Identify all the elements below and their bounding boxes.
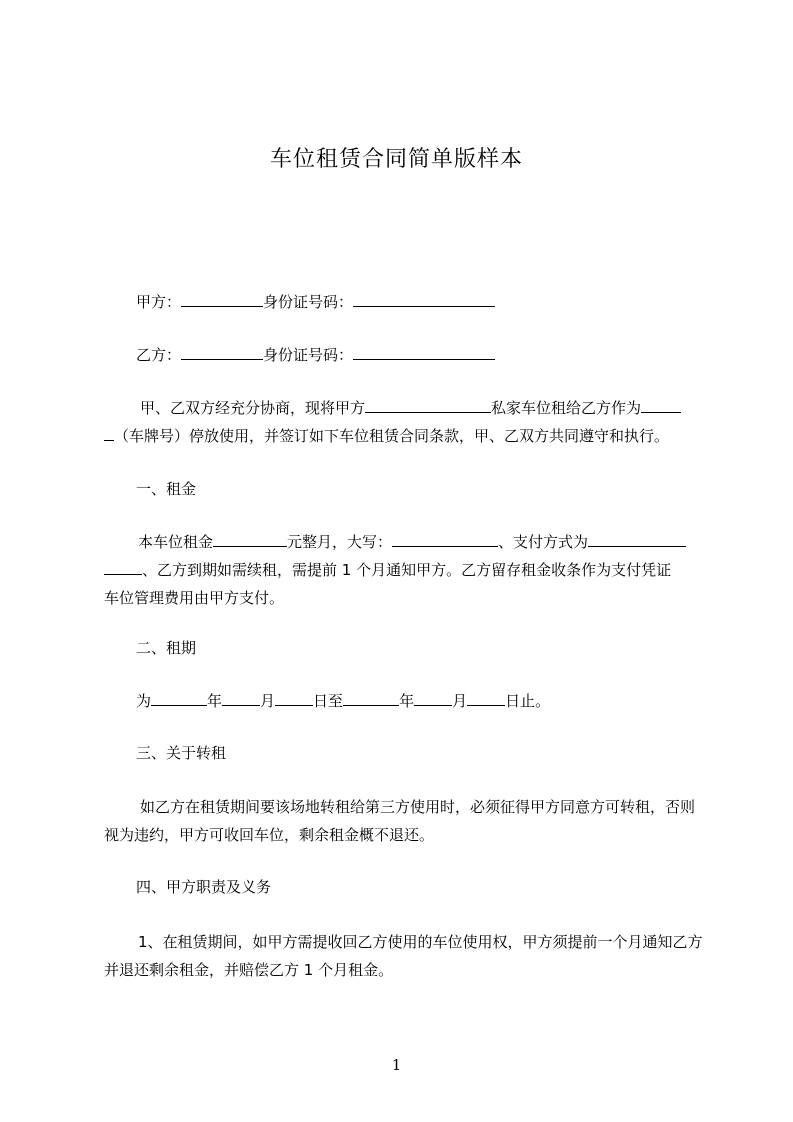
payment-method-blank-b[interactable] [104,559,142,575]
term-day-end: 日止。 [505,692,551,710]
payment-method-blank-a[interactable] [588,531,686,547]
page-title: 车位租赁合同简单版样本 [269,147,523,172]
party-b-id-label: 身份证号码： [263,346,354,364]
rent-text-1: 本车位租金 [138,533,214,551]
rent-text-2: 元整月，大写： [287,533,393,551]
rent-uppercase-blank[interactable] [392,531,498,547]
party-b-line [136,344,495,365]
party-a-id-label: 身份证号码： [263,293,354,311]
term-prefix: 为 [136,692,152,710]
party-b-name-blank[interactable] [181,344,263,360]
section-3-heading: 三、关于转租 [136,744,227,762]
section-4-paragraph [104,928,704,984]
section-4-heading: 四、甲方职责及义务 [136,878,272,896]
party-a-label: 甲方： [136,293,182,311]
term-year-1: 年 [207,692,223,710]
intro-plate-blank-a[interactable] [641,397,681,413]
term-year-2: 年 [399,692,415,710]
intro-text-1: 甲、乙双方经充分协商，现将甲方 [140,399,366,417]
start-year-blank[interactable] [151,690,207,706]
section-1-heading: 一、租金 [136,480,197,498]
intro-parking-blank[interactable] [365,397,491,413]
start-day-blank[interactable] [275,690,313,706]
sublease-text: 如乙方在租赁期间要该场地转租给第三方使用时，必须征得甲方同意方可转租，否则视为违约，甲方可收回车位，剩余租金概不退还。 [104,798,696,844]
lease-term-line [136,690,550,711]
intro-text-2: 私家车位租给乙方作为 [491,399,642,417]
party-a-name-blank[interactable] [181,291,263,307]
rent-text-3: 、支付方式为 [498,533,589,551]
term-month-2: 月 [452,692,468,710]
party-a-id-blank[interactable] [353,291,495,307]
duty-item-1: 1、在租赁期间，如甲方需提收回乙方使用的车位使用权，甲方须提前一个月通知乙方并退还剩余租金，并赔偿乙方 1 个月租金。 [104,933,703,979]
party-b-label: 乙方： [136,346,182,364]
end-day-blank[interactable] [467,690,505,706]
intro-plate-blank-b[interactable] [104,425,114,441]
intro-text-3: （车牌号）停放使用，并签订如下车位租赁合同条款，甲、乙双方共同遵守和执行。 [114,427,670,445]
rent-text-5: 车位管理费用由甲方支付。 [104,589,285,607]
start-month-blank[interactable] [222,690,260,706]
page-number: 1 [391,1056,402,1074]
end-month-blank[interactable] [414,690,452,706]
term-day-to: 日至 [313,692,344,710]
rent-amount-blank[interactable] [213,531,287,547]
intro-paragraph [104,394,704,450]
rent-text-4: 、乙方到期如需续租，需提前 1 个月通知甲方。乙方留存租金收条作为支付凭证 [142,561,672,579]
party-b-id-blank[interactable] [353,344,495,360]
term-month-1: 月 [260,692,276,710]
section-2-heading: 二、租期 [136,639,197,657]
end-year-blank[interactable] [343,690,399,706]
party-a-line [136,291,495,312]
section-1-paragraph [104,528,704,612]
section-3-paragraph [104,793,704,849]
